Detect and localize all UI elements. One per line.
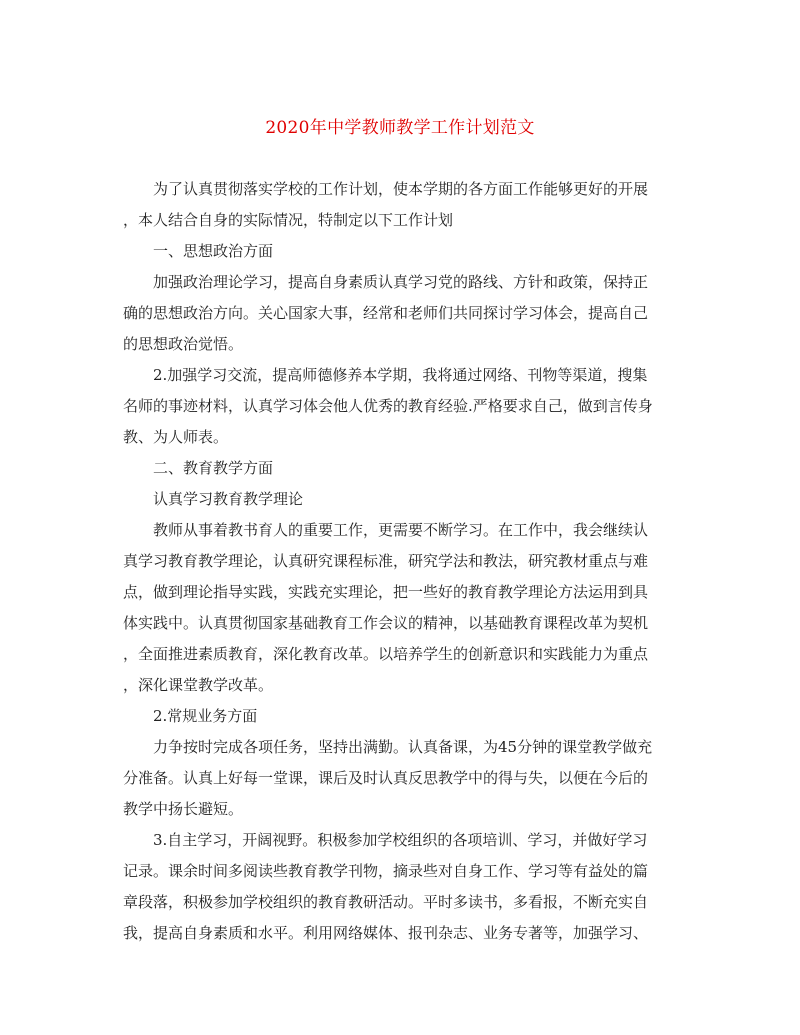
paragraph-line: 3.自主学习，开阔视野。积极参加学校组织的各项培训、学习，并做好学习 — [153, 831, 648, 849]
document-body — [123, 174, 683, 949]
paragraph-line: 确的思想政治方向。关心国家大事，经常和老师们共同探讨学习体会，提高自己 — [123, 304, 649, 322]
paragraph-line: 分准备。认真上好每一堂课，课后及时认真反思教学中的得与失，以便在今后的 — [123, 769, 649, 787]
section-heading: 二、教育教学方面 — [153, 459, 274, 477]
paragraph-line: ，本人结合自身的实际情况，特制定以下工作计划 — [123, 211, 454, 229]
paragraph-line: 真学习教育教学理论，认真研究课程标准，研究学法和教法，研究教材重点与难 — [123, 552, 649, 570]
subsection-heading: 2.常规业务方面 — [153, 707, 258, 725]
paragraph-line: 教学中扬长避短。 — [123, 800, 244, 818]
paragraph-line: 体实践中。认真贯彻国家基础教育工作会议的精神，以基础教育课程改革为契机 — [123, 614, 649, 632]
subsection-heading: 认真学习教育教学理论 — [153, 490, 304, 508]
paragraph-line: 章段落，积极参加学校组织的教育教研活动。平时多读书，多看报，不断充实自 — [123, 893, 649, 911]
paragraph-line: ，深化课堂教学改革。 — [123, 676, 274, 694]
paragraph-line: 记录。课余时间多阅读些教育教学刊物，摘录些对自身工作、学习等有益处的篇 — [123, 862, 649, 880]
section-heading: 一、思想政治方面 — [153, 242, 274, 260]
paragraph-line: 2.加强学习交流，提高师德修养本学期，我将通过网络、刊物等渠道，搜集 — [153, 366, 648, 384]
document-title: 2020年中学教师教学工作计划范文 — [265, 118, 535, 138]
paragraph-line: 的思想政治觉悟。 — [123, 335, 244, 353]
paragraph-line: 我，提高自身素质和水平。利用网络媒体、报刊杂志、业务专著等，加强学习、 — [123, 924, 649, 942]
paragraph-line: 力争按时完成各项任务，坚持出满勤。认真备课，为45分钟的课堂教学做充 — [153, 738, 653, 756]
paragraph-line: 名师的事迹材料，认真学习体会他人优秀的教育经验.严格要求自己，做到言传身 — [123, 397, 653, 415]
paragraph-line: 教、为人师表。 — [123, 428, 229, 446]
paragraph-line: ，全面推进素质教育，深化教育改革。以培养学生的创新意识和实践能力为重点 — [123, 645, 649, 663]
paragraph-line: 教师从事着教书育人的重要工作，更需要不断学习。在工作中，我会继续认 — [153, 521, 649, 539]
paragraph-line: 点，做到理论指导实践，实践充实理论，把一些好的教育教学理论方法运用到具 — [123, 583, 649, 601]
paragraph-line: 为了认真贯彻落实学校的工作计划，使本学期的各方面工作能够更好的开展 — [153, 180, 649, 198]
paragraph-line: 加强政治理论学习，提高自身素质认真学习党的路线、方针和政策，保持正 — [153, 273, 649, 291]
